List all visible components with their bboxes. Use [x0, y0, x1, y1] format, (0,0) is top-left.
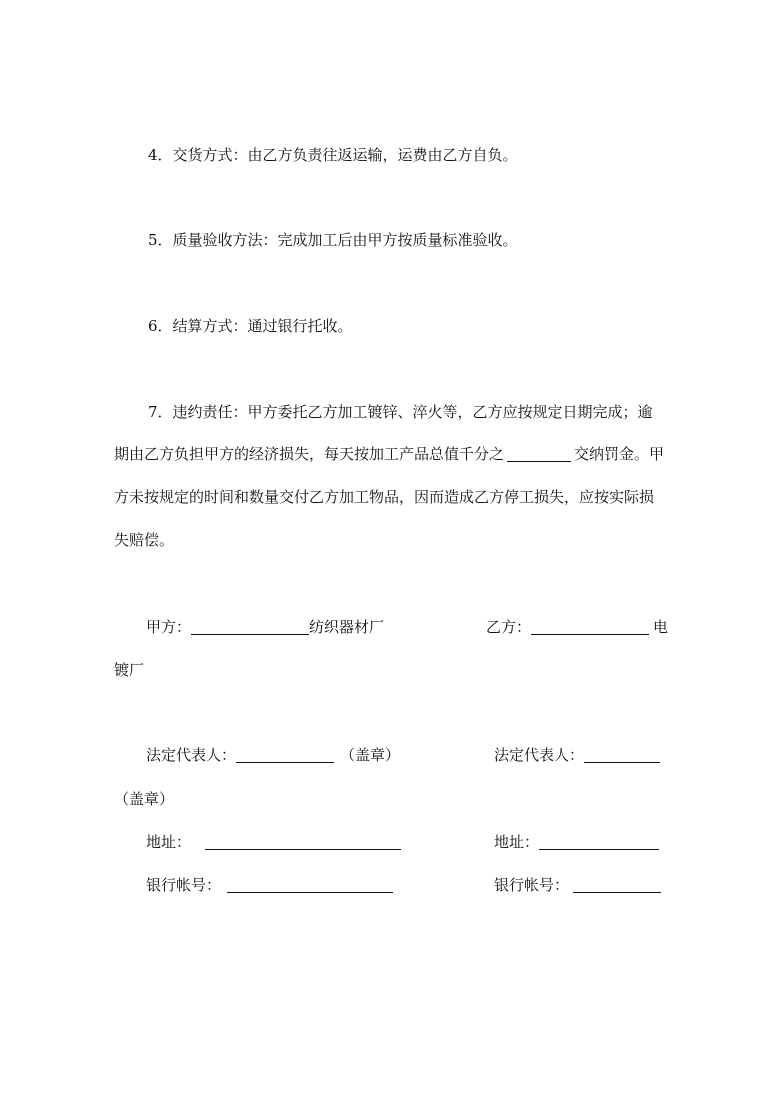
party-a-legal-rep-row [146, 745, 400, 765]
party-b-seal: （盖章） [114, 790, 175, 808]
party-b-legal-rep-blank [584, 746, 660, 763]
party-b-bank-label: 银行帐号： [494, 876, 570, 894]
party-b-label: 乙方： [486, 618, 532, 636]
clause-7-line-1: 7．违约责任：甲方委托乙方加工镀锌、淬火等，乙方应按规定日期完成；逾 [148, 403, 653, 421]
clause-7-line-2 [114, 444, 664, 464]
clause-5: 5．质量验收方法：完成加工后由甲方按质量标准验收。 [148, 231, 518, 249]
party-a-legal-rep-label: 法定代表人： [146, 746, 237, 764]
party-b-bank-blank [573, 876, 661, 893]
party-a-address-row [146, 832, 401, 852]
party-a-legal-rep-blank [236, 746, 334, 763]
clause-7-line-2-before: 期由乙方负担甲方的经济损失，每天按加工产品总值千分之 [114, 445, 505, 463]
party-b-legal-rep-label: 法定代表人： [494, 746, 585, 764]
party-b-row [486, 617, 668, 637]
party-a-name-blank [191, 618, 309, 635]
party-b-suffix-wrap: 镀厂 [114, 661, 145, 679]
clause-7-line-4: 失赔偿。 [114, 531, 175, 549]
party-a-bank-row [146, 875, 393, 895]
clause-7-line-3: 方未按规定的时间和数量交付乙方加工物品，因而造成乙方停工损失，应按实际损 [114, 488, 655, 506]
party-a-seal: （盖章） [340, 746, 401, 764]
clause-6: 6．结算方式：通过银行托收。 [148, 317, 353, 335]
party-b-address-label: 地址： [494, 833, 540, 851]
party-b-legal-rep-row [494, 745, 660, 765]
party-b-suffix: 电 [653, 618, 669, 636]
party-a-row [146, 617, 384, 637]
clause-7-line-2-after: 交纳罚金。甲 [574, 445, 665, 463]
party-b-address-row [494, 832, 659, 852]
party-a-label: 甲方： [146, 618, 192, 636]
party-a-suffix: 纺织器材厂 [309, 618, 385, 636]
party-b-name-blank [531, 618, 649, 635]
party-b-bank-row [494, 875, 661, 895]
penalty-rate-blank [507, 445, 571, 462]
party-b-address-blank [539, 833, 659, 850]
clause-4: 4．交货方式：由乙方负责往返运输，运费由乙方自负。 [148, 146, 518, 164]
party-a-address-label: 地址： [146, 833, 192, 851]
party-a-bank-label: 银行帐号： [146, 876, 222, 894]
party-a-bank-blank [227, 876, 393, 893]
party-a-address-blank [205, 833, 401, 850]
